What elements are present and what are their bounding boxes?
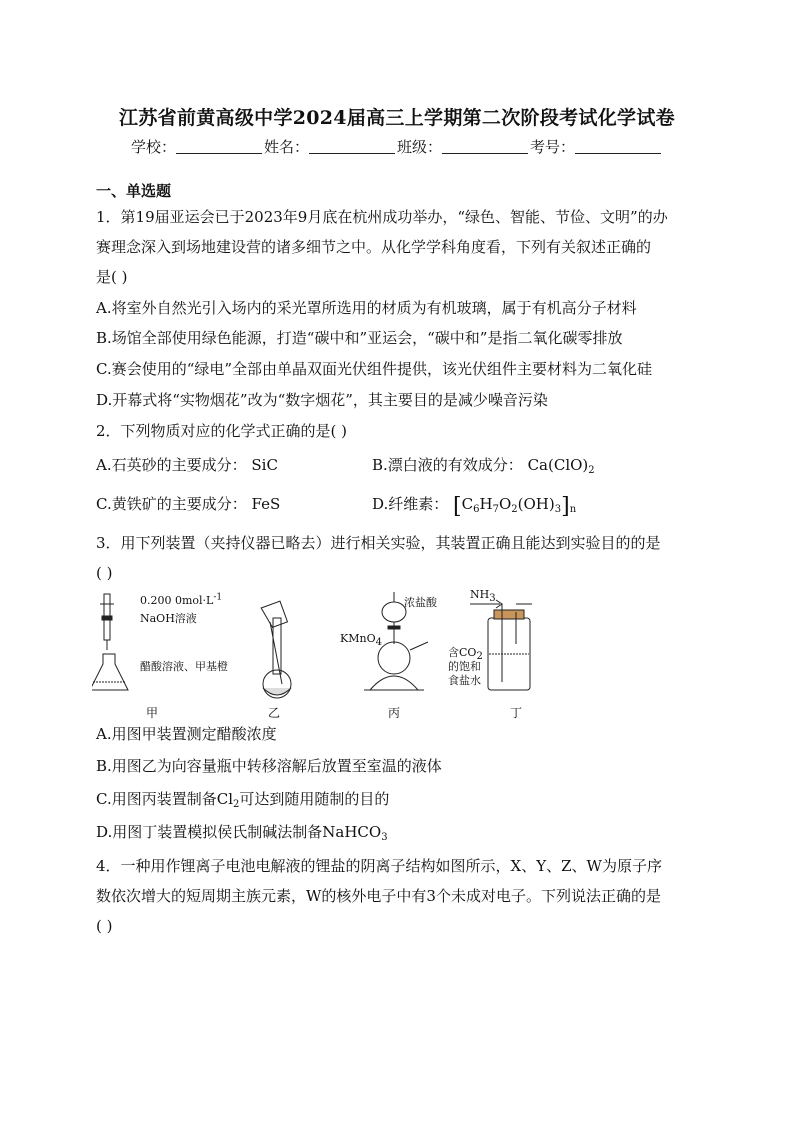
apparatus-d-bottle	[488, 604, 532, 690]
name-label: 姓名：	[263, 138, 309, 156]
q3-d-sub: 3	[381, 832, 388, 843]
q1-stem-line3: 是( )	[96, 268, 128, 286]
co2-label-line3: 食盐水	[448, 674, 481, 687]
apparatus-c-flask	[364, 642, 428, 690]
apparatus-d-arrow	[470, 600, 502, 608]
q2-option-b	[372, 455, 595, 475]
q2-d-text: D.纤维素：	[372, 495, 449, 513]
nh3-label	[470, 588, 496, 604]
apparatus-b-beaker	[261, 601, 287, 629]
q3-option-b: B.用图乙为向容量瓶中转移溶解后放置至室温的液体	[96, 757, 442, 775]
q3-c-sub: 2	[233, 799, 240, 810]
page-title: 江苏省前黄高级中学2024届高三上学期第二次阶段考试化学试卷	[119, 107, 675, 129]
right-bracket-glyph: ]	[561, 494, 570, 519]
q2-d-h: H	[479, 495, 493, 513]
q2-option-c	[96, 494, 280, 514]
number-blank[interactable]	[575, 139, 661, 154]
q2-d-o-sub: 2	[511, 504, 518, 515]
caption-b: 乙	[268, 706, 281, 720]
co2-label-line2: 的饱和	[448, 660, 481, 673]
q2-d-c: C	[461, 495, 474, 513]
q4-stem-line1: 4．一种用作锂离子电池电解液的锂盐的阴离子结构如图所示，X、Y、Z、W为原子序	[96, 857, 662, 875]
apparatus-b-glass-rod	[270, 622, 282, 684]
q3-c-post: 可达到随用随制的目的	[239, 790, 390, 808]
q2-d-n: n	[569, 504, 577, 515]
apparatus-figure	[92, 588, 552, 720]
co2-sub: 2	[476, 651, 483, 662]
q3-option-d	[96, 822, 388, 842]
q3-stem-line2: ( )	[96, 564, 113, 582]
q2-b-sub: 2	[588, 465, 595, 476]
q2-d-h-sub: 7	[492, 504, 499, 515]
nh3-sub: 3	[489, 593, 496, 604]
q2-c-formula: FeS	[251, 495, 281, 513]
q3-d-pre: D.用图丁装置模拟侯氏制碱法制备	[96, 823, 323, 841]
kmno4-label	[340, 632, 382, 648]
q4-stem-line3: ( )	[96, 917, 113, 935]
naoh-conc-exp: -1	[213, 592, 223, 603]
class-label: 班级：	[397, 138, 443, 156]
q2-d-oh-sub: 3	[554, 504, 562, 515]
q3-option-a: A.用图甲装置测定醋酸浓度	[96, 725, 277, 743]
q2-d-oh: (OH)	[517, 495, 555, 513]
left-bracket-glyph: [	[453, 494, 462, 519]
caption-d: 丁	[510, 706, 523, 720]
naoh-conc-text: 0.200 0mol·L	[140, 594, 214, 607]
q1-stem-line1: 1．第19届亚运会已于2023年9月底在杭州成功举办，“绿色、智能、节俭、文明”的办	[96, 208, 668, 226]
number-label: 考号：	[530, 138, 576, 156]
q3-c-cl: Cl	[216, 790, 233, 808]
section-heading: 一、单选题	[96, 182, 172, 200]
q2-d-o: O	[498, 495, 512, 513]
q1-option-c: C.赛会使用的“绿电”全部由单晶双面光伏组件提供，该光伏组件主要材料为二氧化硅	[96, 360, 653, 378]
caption-c: 丙	[388, 706, 401, 720]
caption-a: 甲	[146, 706, 159, 720]
q2-option-d	[372, 494, 576, 517]
nh3-text: NH	[470, 588, 490, 601]
q2-a-text: A.石英砂的主要成分：	[96, 456, 247, 474]
q1-stem-line2: 赛理念深入到场地建设营的诸多细节之中。从化学学科角度看，下列有关叙述正确的	[96, 238, 652, 256]
q3-stem-line1: 3．用下列装置（夹持仪器已略去）进行相关实验，其装置正确且能达到实验目的的是	[96, 534, 661, 552]
hcl-label: 浓盐酸	[404, 596, 437, 609]
q1-option-b: B.场馆全部使用绿色能源，打造“碳中和”亚运会，“碳中和”是指二氧化碳零排放	[96, 329, 623, 347]
kmno4-sub: 4	[375, 637, 382, 648]
school-label: 学校：	[130, 138, 176, 156]
student-info-row	[0, 136, 794, 157]
q3-option-c	[96, 789, 389, 809]
apparatus-c-funnel	[382, 592, 406, 644]
acid-label: 醋酸溶液、甲基橙	[140, 660, 228, 673]
kmno4-text: KMnO	[340, 632, 376, 645]
co2-text: 含CO	[448, 646, 477, 659]
q2-b-text: B.漂白液的有效成分：	[372, 456, 523, 474]
q3-d-formula: NaHCO	[322, 823, 382, 841]
apparatus-a-flask	[92, 654, 128, 690]
q2-d-c-sub: 6	[473, 504, 480, 515]
q1-option-a: A.将室外自然光引入场内的采光罩所选用的材质为有机玻璃，属于有机高分子材料	[96, 299, 637, 317]
q2-option-a	[96, 455, 278, 475]
q2-c-text: C.黄铁矿的主要成分：	[96, 495, 247, 513]
naoh-solution-label: NaOH溶液	[140, 612, 197, 625]
name-blank[interactable]	[309, 139, 395, 154]
q2-b-formula: Ca(ClO)	[527, 456, 589, 474]
q4-stem-line2: 数依次增大的短周期主族元素，W的核外电子中有3个未成对电子。下列说法正确的是	[96, 887, 661, 905]
class-blank[interactable]	[442, 139, 528, 154]
apparatus-a-burette	[100, 594, 114, 650]
naoh-concentration-label	[140, 594, 222, 607]
q2-a-formula: SiC	[251, 456, 278, 474]
q3-c-pre: C.用图丙装置制备	[96, 790, 217, 808]
school-blank[interactable]	[176, 139, 262, 154]
q2-stem: 2．下列物质对应的化学式正确的是( )	[96, 422, 348, 440]
q1-option-d: D.开幕式将“实物烟花”改为“数字烟花”，其主要目的是减少噪音污染	[96, 391, 548, 409]
